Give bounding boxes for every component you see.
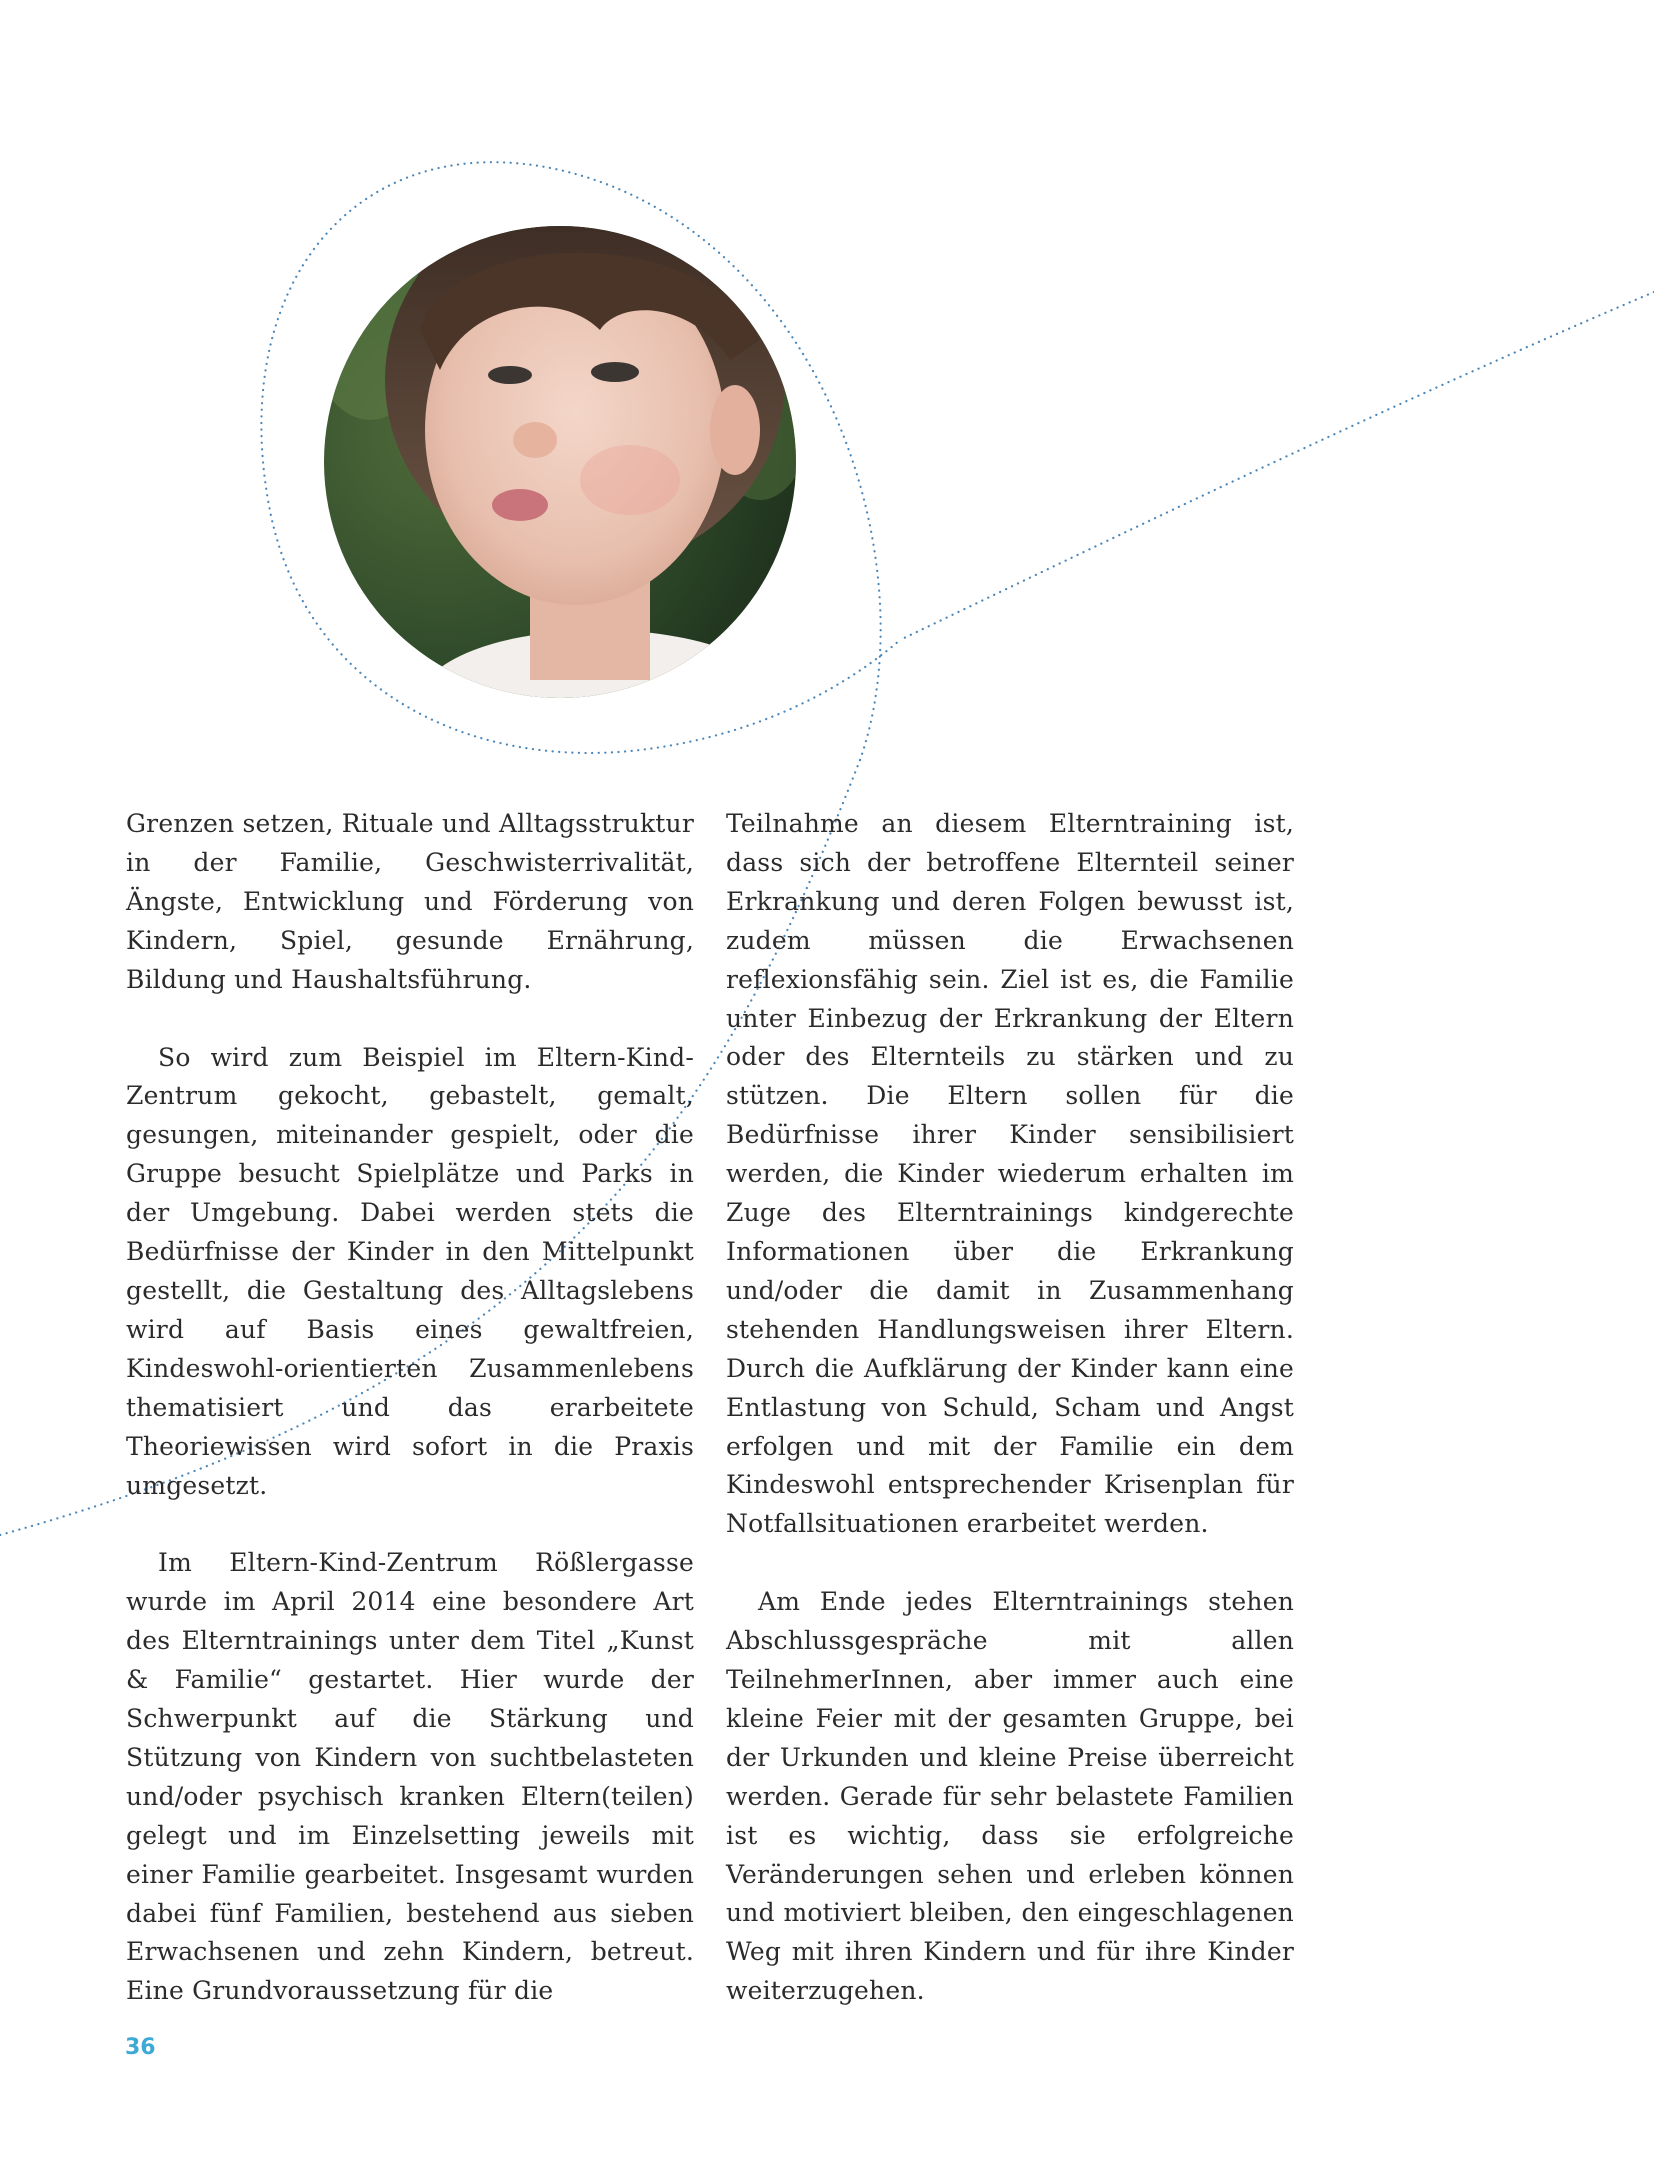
left-paragraph-3: Im Eltern-Kind-Zentrum Rößlergasse wurde im April 2014 eine besondere Art des Elterntrainings unter dem Titel „Kunst & Familie“ gestartet. Hier wurde der Schwerpunkt auf die Stärkung und Stützung von Kindern von suchtbelasteten und/oder psychisch kranken Eltern(teilen) gelegt und im Einzelsetting jeweils mit einer Familie gearbeitet. Insgesamt wurden dabei fünf Familien, bestehend aus sieben Erwachsenen und zehn Kindern, betreut. Eine Grundvoraussetzung für die — [126, 1548, 694, 2006]
left-text-column — [126, 805, 694, 2011]
right-paragraph-2: Am Ende jedes Elterntrainings stehen Abschlussgespräche mit allen TeilnehmerInnen, aber immer auch eine kleine Feier mit der gesamten Gruppe, bei der Urkunden und kleine Preise überreicht werden. Gerade für sehr belastete Familien ist es wichtig, dass sie erfolgreiche Veränderungen sehen und erleben können und motiviert bleiben, den eingeschlagenen Weg mit ihren Kindern und für ihre Kinder weiterzugehen. — [726, 1587, 1294, 2006]
left-paragraph-1: Grenzen setzen, Rituale und Alltagsstruktur in der Familie, Geschwisterrivalität, Ängste, Entwicklung und Förderung von Kindern, Spiel, gesunde Ernährung, Bildung und Haushaltsführung. — [126, 809, 694, 994]
page-number: 36 — [125, 2035, 156, 2060]
right-text-column — [726, 805, 1294, 2011]
right-paragraph-1: Teilnahme an diesem Elterntraining ist, dass sich der betroffene Elternteil seiner Erkrankung und deren Folgen bewusst ist, zudem müssen die Erwachsenen reflexionsfähig sein. Ziel ist es, die Familie unter Einbezug der Erkrankung der Eltern oder des Elternteils zu stärken und zu stützen. Die Eltern sollen für die Bedürfnisse ihrer Kinder sensibilisiert werden, die Kinder wiederum erhalten im Zuge des Elterntrainings kindgerechte Informationen über die Erkrankung und/oder die damit in Zusammenhang stehenden Handlungsweisen ihrer Eltern. Durch die Aufklärung der Kinder kann eine Entlastung von Schuld, Scham und Angst erfolgen und mit der Familie ein dem Kindeswohl entsprechender Krisenplan für Notfallsituationen erarbeitet werden. — [726, 809, 1294, 1539]
child-portrait-photo — [310, 190, 810, 770]
left-paragraph-2: So wird zum Beispiel im Eltern-Kind-Zentrum gekocht, gebastelt, gemalt, gesungen, miteinander gespielt, oder die Gruppe besucht Spielplätze und Parks in der Umgebung. Dabei werden stets die Bedürfnisse der Kinder in den Mittelpunkt gestellt, die Gestaltung des Alltagslebens wird auf Basis eines gewaltfreien, Kindeswohl-orientierten Zusammenlebens thematisiert und das erarbeitete Theoriewissen wird sofort in die Praxis umgesetzt. — [126, 1042, 694, 1500]
dotted-diagonal-line — [900, 292, 1654, 640]
